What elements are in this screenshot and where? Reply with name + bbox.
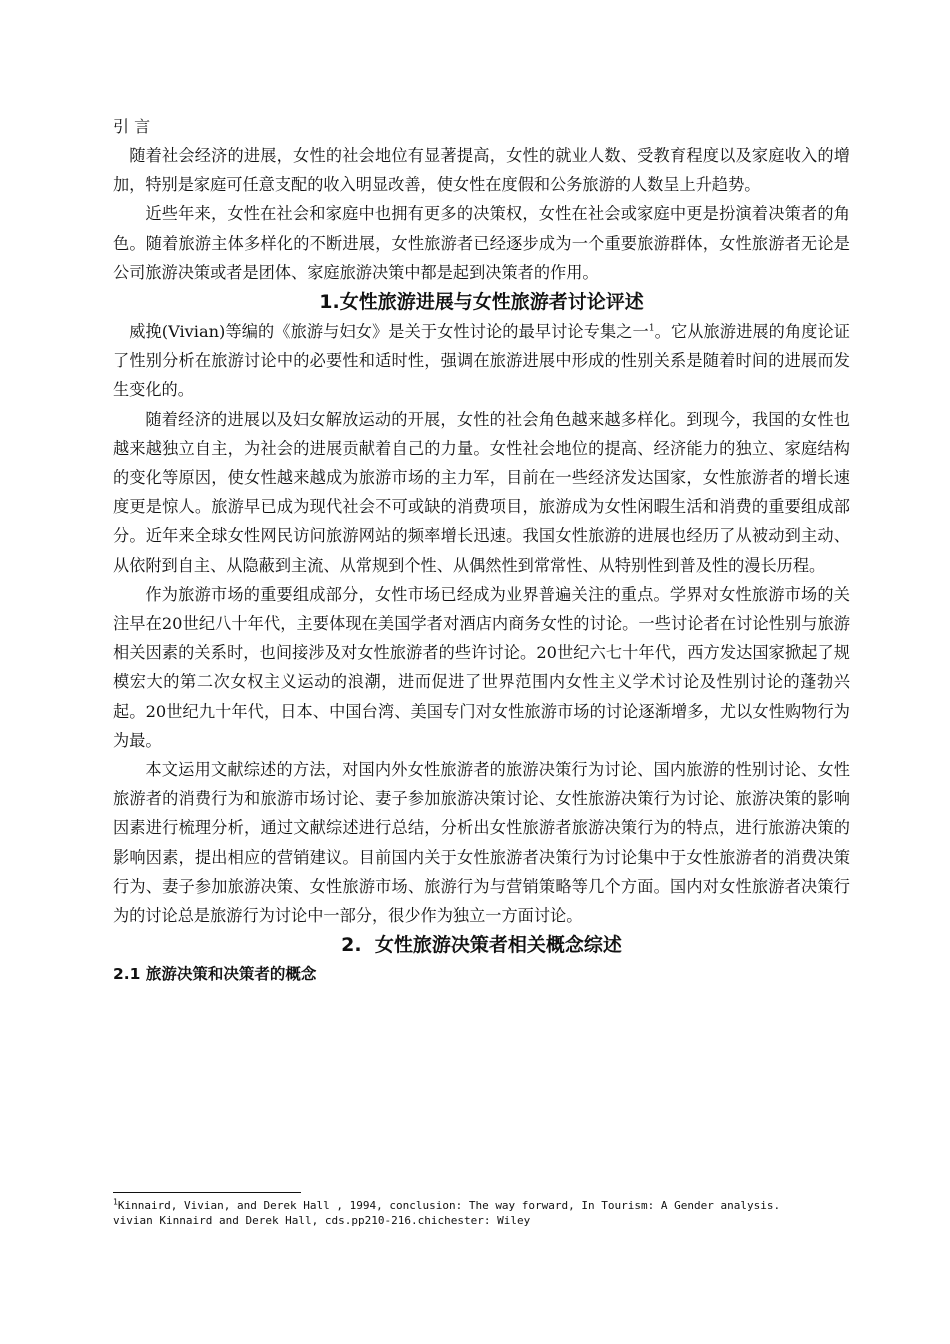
section-1-paragraph-1-text-b: 。它从旅游进展的角度论证了性别分析在旅游讨论中的必要性和适时性，强调在旅游进展中形成的性别关系是随着时间的进展而发生变化的。 [113,322,850,400]
footnote-reference[interactable]: 1 [648,323,655,334]
footnote-line-2: vivian Kinnaird and Derek Hall, cds.pp210-216.chichester: Wiley [113,1214,531,1227]
section-1-paragraph-3: 作为旅游市场的重要组成部分，女性市场已经成为业界普遍关注的重点。学界对女性旅游市场的关注早在20世纪八十年代，主要体现在美国学者对酒店内商务女性的讨论。一些讨论者在讨论性别与旅游相关因素的关系时，也间接涉及对女性旅游者的些许讨论。20世纪六七十年代，西方发达国家掀起了规模宏大的第二次女权主义运动的浪潮，进而促进了世界范围内女性主义学术讨论及性别讨论的蓬勃兴起。20世纪九十年代，日本、中国台湾、美国专门对女性旅游市场的讨论逐渐增多，尤以女性购物行为为最。 [113,584,850,750]
intro-paragraph-2: 近些年来，女性在社会和家庭中也拥有更多的决策权，女性在社会或家庭中更是扮演着决策者的角色。随着旅游主体多样化的不断进展，女性旅游者已经逐步成为一个重要旅游群体，女性旅游者无论是公司旅游决策或者是团体、家庭旅游决策中都是起到决策者的作用。 [113,204,850,282]
section-2-heading: 2. 女性旅游决策者相关概念综述 [341,934,622,957]
footnote [113,1198,850,1228]
footnote-separator [113,1192,301,1193]
section-1-paragraph-2: 随着经济的进展以及妇女解放运动的开展，女性的社会角色越来越多样化。到现今，我国的女性也越来越独立自主，为社会的进展贡献着自己的力量。女性社会地位的提高、经济能力的独立、家庭结构的变化等原因，使女性越来越成为旅游市场的主力军，目前在一些经济发达国家，女性旅游者的增长速度更是惊人。旅游早已成为现代社会不可或缺的消费项目，旅游成为女性闲暇生活和消费的重要组成部分。近年来全球女性网民访问旅游网站的频率增长迅速。我国女性旅游的进展也经历了从被动到主动、从依附到自主、从隐蔽到主流、从常规到个性、从偶然性到常常性、从特别性到普及性的漫长历程。 [113,409,850,575]
section-1-paragraph-1-text-a: 威挽(Vivian)等编的《旅游与妇女》是关于女性讨论的最早讨论专集之一 [129,322,649,342]
intro-title: 引 言 [113,117,151,136]
section-1-paragraph-4: 本文运用文献综述的方法，对国内外女性旅游者的旅游决策行为讨论、国内旅游的性别讨论、女性旅游者的消费行为和旅游市场讨论、妻子参加旅游决策讨论、女性旅游决策行为讨论、旅游决策的影响因素进行梳理分析，通过文献综述进行总结，分析出女性旅游者旅游决策行为的特点，进行旅游决策的影响因素，提出相应的营销建议。目前国内关于女性旅游者决策行为讨论集中于女性旅游者的消费决策行为、妻子参加旅游决策、女性旅游市场、旅游行为与营销策略等几个方面。国内对女性旅游者决策行为的讨论总是旅游行为讨论中一部分，很少作为独立一方面讨论。 [113,760,850,926]
section-1-heading: 1.女性旅游进展与女性旅游者讨论评述 [319,291,644,314]
section-2-1-heading: 2.1 旅游决策和决策者的概念 [113,965,317,984]
footnote-marker: 1 [113,1197,118,1207]
footnote-line-1-text: Kinnaird, Vivian, and Derek Hall , 1994, conclusion: The way forward, In Tourism: A Gender analysis. [117,1199,781,1212]
section-1-paragraph-1 [113,317,850,405]
footnote-line-1 [113,1198,850,1213]
intro-paragraph-1: 随着社会经济的进展，女性的社会地位有显著提高，女性的就业人数、受教育程度以及家庭收入的增加，特别是家庭可任意支配的收入明显改善，使女性在度假和公务旅游的人数呈上升趋势。 [113,146,850,195]
document-body [113,112,850,988]
